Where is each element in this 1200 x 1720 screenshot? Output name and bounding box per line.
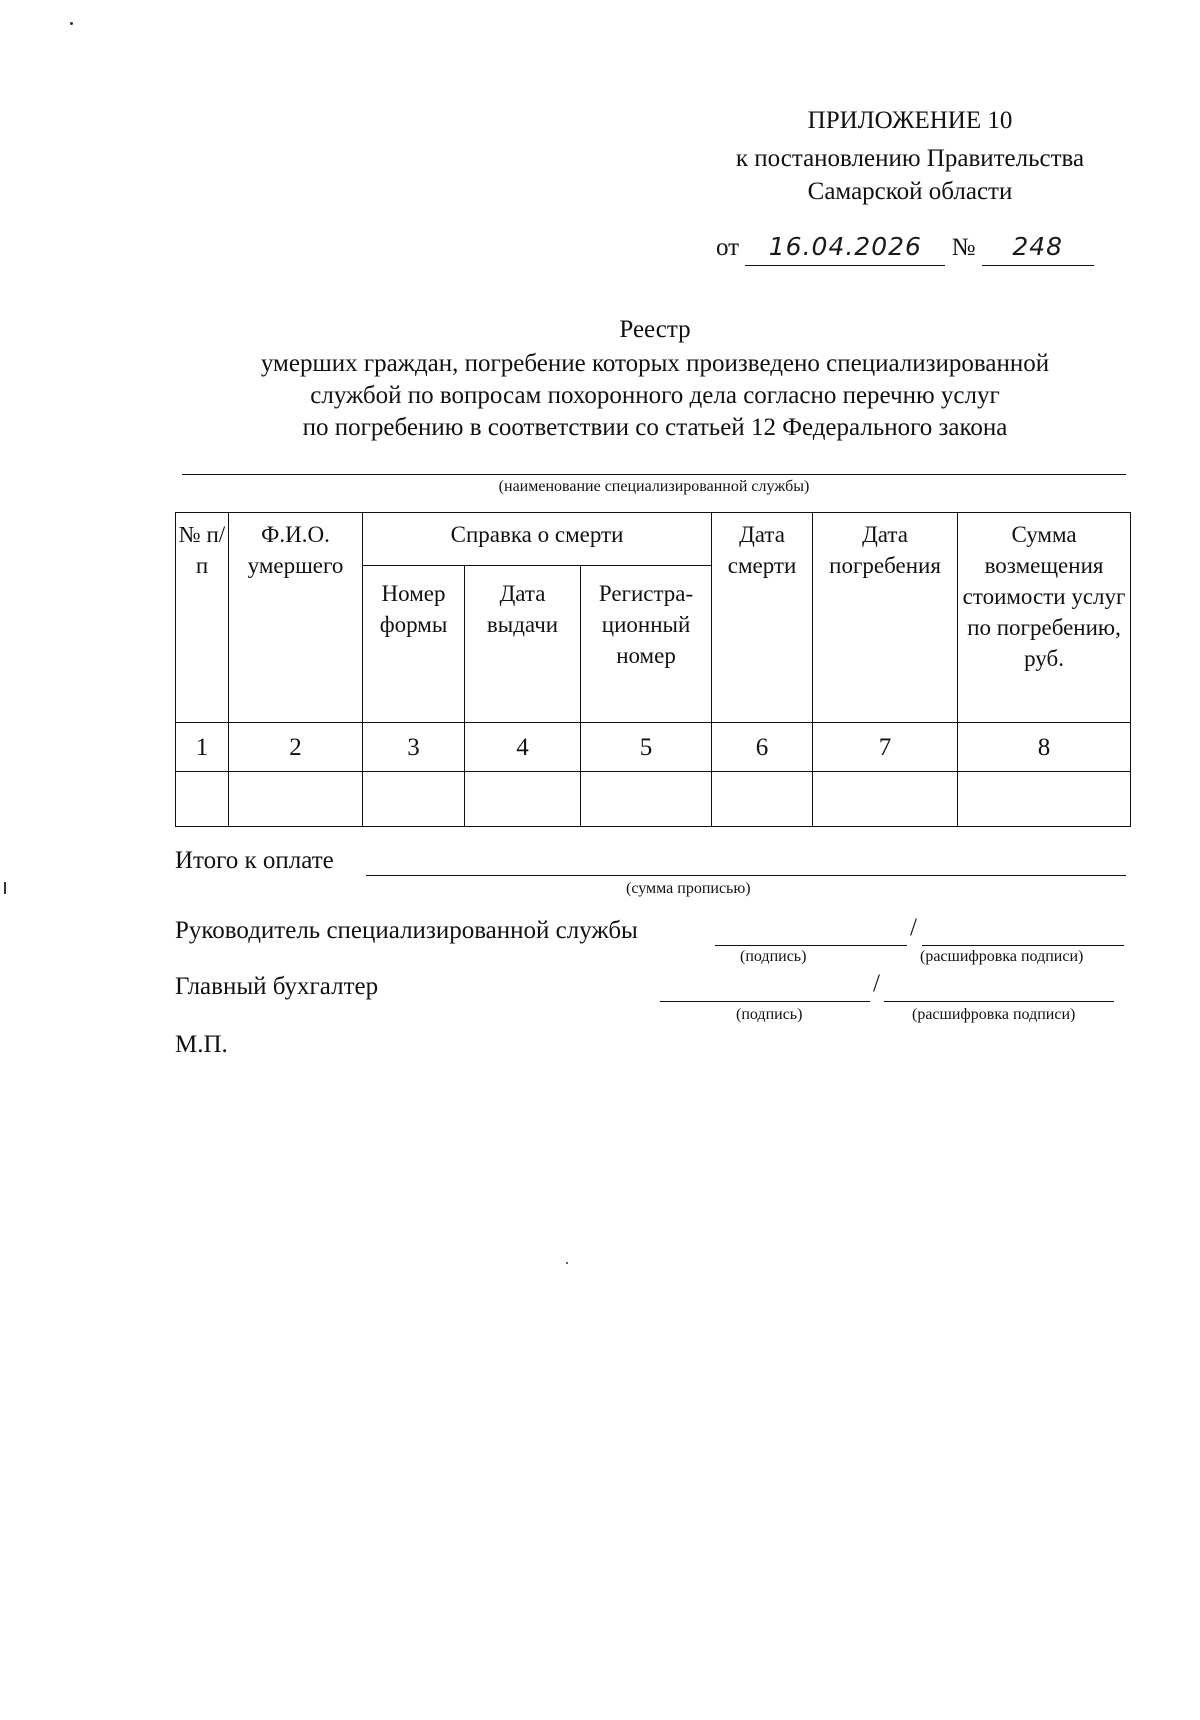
accountant-signature-separator: / — [873, 970, 880, 997]
table-cell[interactable] — [363, 772, 465, 827]
service-name-caption: (наименование специализированной службы) — [498, 478, 810, 495]
registry-subtitle-line2: службой по вопросам похоронного дела согласно перечню услуг — [310, 382, 1000, 409]
accountant-signature-line[interactable] — [660, 1001, 870, 1002]
table-cell[interactable] — [229, 772, 363, 827]
accountant-decoding-line[interactable] — [884, 1001, 1114, 1002]
appendix-resolution-line: к постановлению Правительства — [735, 145, 1085, 172]
date-field — [745, 230, 945, 266]
table-cell[interactable] — [958, 772, 1131, 827]
appendix-region-line: Самарской области — [807, 178, 1013, 205]
col-number-6: 6 — [712, 723, 813, 772]
col-number-7: 7 — [813, 723, 958, 772]
registry-subtitle-line3: по погребению в соответствии со статьей 12 Федерального закона — [302, 414, 1008, 441]
handwritten-date: 16.04.2026 — [768, 232, 922, 261]
total-label: Итого к оплате — [175, 847, 334, 874]
header-form-number: Номер формы — [363, 566, 465, 723]
total-amount-line[interactable] — [366, 875, 1126, 876]
head-signature-line[interactable] — [715, 945, 907, 946]
header-reimbursement-sum: Сумма возмещения стоимости услуг по погребению, руб. — [958, 513, 1131, 723]
head-signature-separator: / — [910, 914, 917, 941]
accountant-signature-caption: (подпись) — [736, 1006, 803, 1023]
registry-table — [175, 512, 1131, 827]
table-column-numbers-row — [176, 723, 1131, 772]
header-issue-date: Дата выдачи — [465, 566, 581, 723]
from-label: от — [716, 234, 740, 261]
table-row — [176, 772, 1131, 827]
handwritten-number: 248 — [1012, 232, 1064, 261]
header-registration-number: Регистра-ционный номер — [581, 566, 712, 723]
table-header-row — [176, 513, 1131, 566]
scan-speck — [70, 22, 73, 25]
head-decoding-caption: (расшифровка подписи) — [920, 948, 1084, 965]
header-number: № п/п — [176, 513, 229, 723]
col-number-3: 3 — [363, 723, 465, 772]
chief-accountant-label: Главный бухгалтер — [175, 973, 379, 1000]
stamp-place-label: М.П. — [175, 1031, 228, 1058]
total-amount-caption: (сумма прописью) — [626, 880, 751, 897]
col-number-5: 5 — [581, 723, 712, 772]
col-number-8: 8 — [958, 723, 1131, 772]
header-burial-date: Дата погребения — [813, 513, 958, 723]
accountant-decoding-caption: (расшифровка подписи) — [912, 1006, 1076, 1023]
col-number-4: 4 — [465, 723, 581, 772]
scan-speck — [566, 1262, 568, 1264]
table-cell[interactable] — [465, 772, 581, 827]
appendix-title: ПРИЛОЖЕНИЕ 10 — [807, 107, 1013, 134]
number-label: № — [951, 234, 976, 261]
head-of-service-label: Руководитель специализированной службы — [175, 917, 638, 944]
header-death-certificate: Справка о смерти — [363, 513, 712, 566]
document-number-line — [716, 230, 1094, 266]
col-number-2: 2 — [229, 723, 363, 772]
scan-edge-mark — [4, 882, 6, 894]
table-cell[interactable] — [813, 772, 958, 827]
table-cell[interactable] — [581, 772, 712, 827]
registry-subtitle-line1: умерших граждан, погребение которых произведено специализированной — [260, 350, 1050, 377]
table-cell[interactable] — [176, 772, 229, 827]
head-signature-caption: (подпись) — [740, 948, 807, 965]
header-fio: Ф.И.О. умершего — [229, 513, 363, 723]
table-cell[interactable] — [712, 772, 813, 827]
service-name-line — [182, 474, 1126, 475]
col-number-1: 1 — [176, 723, 229, 772]
number-field — [982, 230, 1094, 266]
head-decoding-line[interactable] — [922, 945, 1124, 946]
header-death-date: Дата смерти — [712, 513, 813, 723]
registry-title: Реестр — [619, 316, 691, 343]
